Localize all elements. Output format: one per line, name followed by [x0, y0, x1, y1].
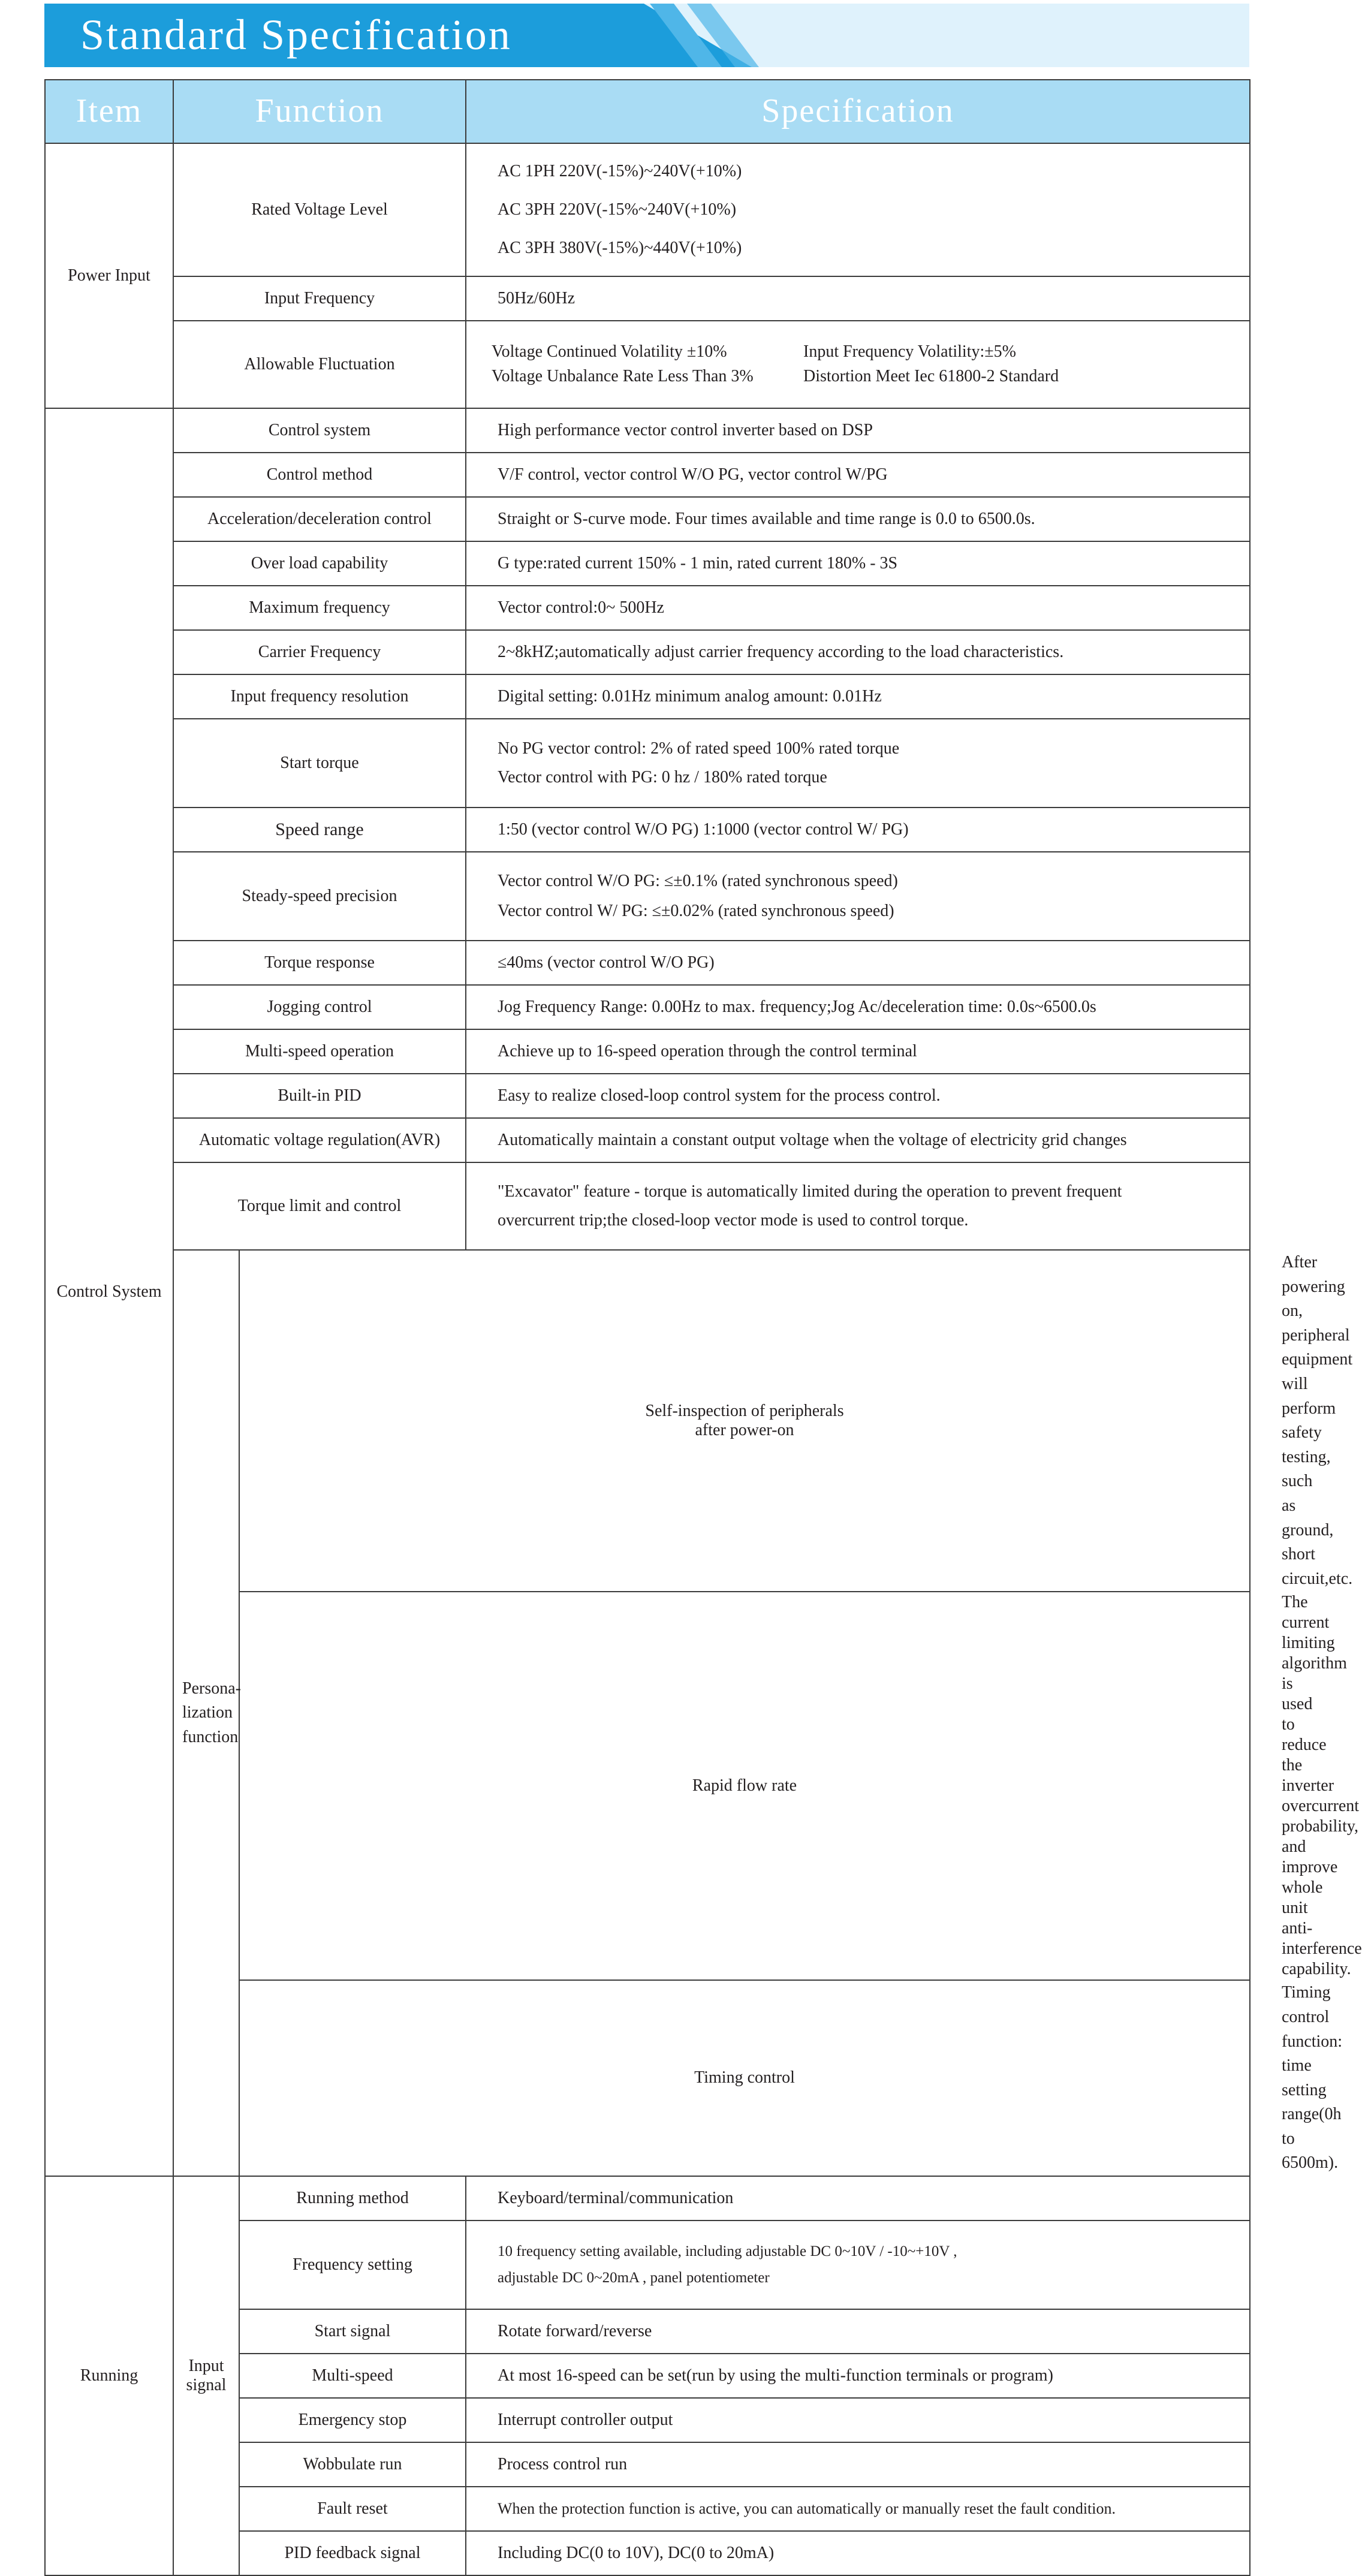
spec-cell: 10 frequency setting available, including adjustable DC 0~10V / -10~+10V , adjustable DC 0~20mA , panel potentiometer — [466, 2221, 1250, 2309]
function-cell: PID feedback signal — [239, 2531, 466, 2575]
table-row: Persona- lization function Self-inspection of peripherals after power-on After powering on, peripheral equipment will perform safety testing, such as ground, short circuit,etc. — [45, 1250, 1250, 1592]
spec-cell: Voltage Continued Volatility ±10% Input Frequency Volatility:±5% Voltage Unbalance Rate Less Than 3% Distortion Meet Iec 61800-2 Standard — [466, 321, 1250, 408]
table-row — [45, 630, 1250, 674]
spec-cell: G type:rated current 150% - 1 min, rated current 180% - 3S — [466, 541, 1250, 586]
function-cell: Multi-speed operation — [173, 1029, 466, 1074]
spec-cell: High performance vector control inverter based on DSP — [466, 408, 1250, 453]
function-cell: Fault reset — [239, 2487, 466, 2531]
header-specification: Specification — [466, 80, 1250, 143]
spec-cell: Rotate forward/reverse — [466, 2309, 1250, 2354]
function-cell: Maximum frequency — [173, 586, 466, 630]
function-cell: Timing control — [239, 1980, 1250, 2176]
function-cell: Acceleration/deceleration control — [173, 497, 466, 541]
table-row — [45, 2176, 1250, 2221]
table-row — [45, 276, 1250, 321]
spec-cell: Easy to realize closed-loop control system for the process control. — [466, 1074, 1250, 1118]
spec-cell: ≤40ms (vector control W/O PG) — [466, 941, 1250, 985]
table-row — [45, 941, 1250, 985]
table-row — [45, 408, 1250, 453]
function-cell: Input frequency resolution — [173, 674, 466, 719]
table-row — [45, 808, 1250, 852]
function-cell: Wobbulate run — [239, 2442, 466, 2487]
function-cell: Torque response — [173, 941, 466, 985]
spec-cell: Jog Frequency Range: 0.00Hz to max. frequency;Jog Ac/deceleration time: 0.0s~6500.0s — [466, 985, 1250, 1029]
group-power-input: Power Input — [45, 143, 173, 408]
group-input-signal: Input signal — [173, 2176, 239, 2575]
table-row — [45, 674, 1250, 719]
spec-cell: Process control run — [466, 2442, 1250, 2487]
table-row — [45, 852, 1250, 941]
header-function: Function — [173, 80, 466, 143]
spec-cell: Automatically maintain a constant output voltage when the voltage of electricity grid changes — [466, 1118, 1250, 1162]
function-cell: Torque limit and control — [173, 1162, 466, 1250]
function-cell: Emergency stop — [239, 2398, 466, 2442]
function-cell: Self-inspection of peripherals after power-on — [239, 1250, 1250, 1592]
function-cell: Automatic voltage regulation(AVR) — [173, 1118, 466, 1162]
specification-table — [44, 79, 1362, 2576]
function-cell: Over load capability — [173, 541, 466, 586]
spec-cell: Interrupt controller output — [466, 2398, 1250, 2442]
function-cell: Start signal — [239, 2309, 466, 2354]
function-cell: Start torque — [173, 719, 466, 808]
table-row — [45, 1162, 1250, 1250]
function-cell: Speed range — [173, 808, 466, 852]
title-banner — [44, 4, 1249, 67]
function-cell: Multi-speed — [239, 2354, 466, 2398]
function-cell: Input Frequency — [173, 276, 466, 321]
function-cell: Built-in PID — [173, 1074, 466, 1118]
spec-cell: Including DC(0 to 10V), DC(0 to 20mA) — [466, 2531, 1250, 2575]
table-row — [45, 1029, 1250, 1074]
function-cell: Steady-speed precision — [173, 852, 466, 941]
spec-cell: No PG vector control: 2% of rated speed 100% rated torque Vector control with PG: 0 hz / 180% rated torque — [466, 719, 1250, 808]
group-personalization: Persona- lization function — [173, 1250, 239, 2176]
table-row — [45, 719, 1250, 808]
spec-cell: When the protection function is active, you can automatically or manually reset the fault condition. — [466, 2487, 1250, 2531]
table-row: Timing control Timing control function: time setting range(0h to 6500m). — [45, 1980, 1250, 2176]
table-row — [45, 1074, 1250, 1118]
function-cell: Running method — [239, 2176, 466, 2221]
table-row — [45, 541, 1250, 586]
table-row: Rapid flow rate The current limiting algorithm is used to reduce the inverter overcurrent probability, and improve whole unit anti-interference capability. — [45, 1592, 1250, 1980]
spec-cell: "Excavator" feature - torque is automatically limited during the operation to prevent frequent overcurrent trip;the closed-loop vector mode is used to control torque. — [466, 1162, 1250, 1250]
table-row — [45, 586, 1250, 630]
function-cell: Control method — [173, 453, 466, 497]
function-cell: Carrier Frequency — [173, 630, 466, 674]
table-header-row — [45, 80, 1250, 143]
header-item: Item — [45, 80, 173, 143]
function-cell: Allowable Fluctuation — [173, 321, 466, 408]
table-row — [45, 321, 1250, 408]
table-row — [45, 143, 1250, 276]
spec-cell: Straight or S-curve mode. Four times available and time range is 0.0 to 6500.0s. — [466, 497, 1250, 541]
spec-cell: 2~8kHZ;automatically adjust carrier frequency according to the load characteristics. — [466, 630, 1250, 674]
spec-cell: Keyboard/terminal/communication — [466, 2176, 1250, 2221]
function-cell: Control system — [173, 408, 466, 453]
function-cell: Jogging control — [173, 985, 466, 1029]
spec-cell: Digital setting: 0.01Hz minimum analog amount: 0.01Hz — [466, 674, 1250, 719]
spec-cell: 1:50 (vector control W/O PG) 1:1000 (vector control W/ PG) — [466, 808, 1250, 852]
function-cell: Rapid flow rate — [239, 1592, 1250, 1980]
spec-cell: At most 16-speed can be set(run by using the multi-function terminals or program) — [466, 2354, 1250, 2398]
spec-cell: AC 1PH 220V(-15%)~240V(+10%) AC 3PH 220V(-15%~240V(+10%) AC 3PH 380V(-15%)~440V(+10%) — [466, 143, 1250, 276]
function-cell: Rated Voltage Level — [173, 143, 466, 276]
table-row — [45, 1118, 1250, 1162]
group-running: Running — [45, 2176, 173, 2575]
spec-cell: Vector control:0~ 500Hz — [466, 586, 1250, 630]
spec-cell: V/F control, vector control W/O PG, vector control W/PG — [466, 453, 1250, 497]
table-row — [45, 985, 1250, 1029]
function-cell: Frequency setting — [239, 2221, 466, 2309]
page-title: Standard Specification — [80, 11, 512, 59]
spec-cell: Vector control W/O PG: ≤±0.1% (rated synchronous speed) Vector control W/ PG: ≤±0.02% (rated synchronous speed) — [466, 852, 1250, 941]
group-control-system: Control System — [45, 408, 173, 2176]
table-row — [45, 497, 1250, 541]
spec-cell: 50Hz/60Hz — [466, 276, 1250, 321]
table-row — [45, 453, 1250, 497]
spec-cell: Achieve up to 16-speed operation through the control terminal — [466, 1029, 1250, 1074]
